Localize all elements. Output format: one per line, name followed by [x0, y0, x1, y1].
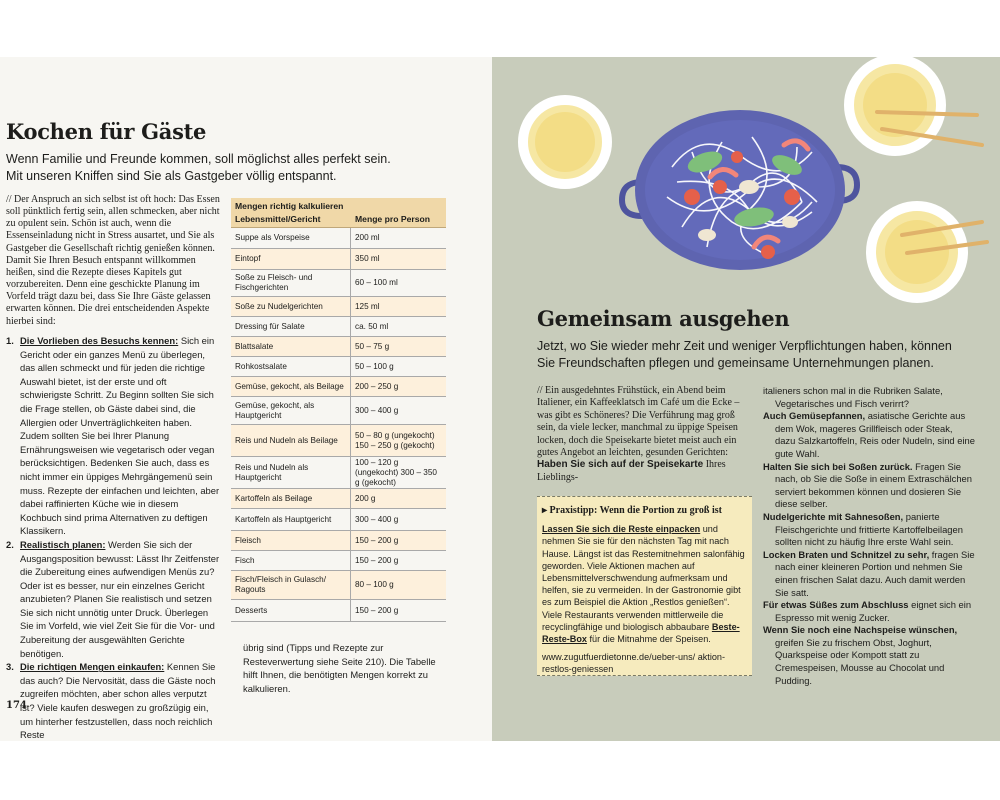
lead-text-left: Wenn Familie und Freunde kommen, soll möglichst alles perfekt sein. Mit unseren Kniffen sind Sie als Gastgeber völlig entspannt.: [6, 152, 391, 183]
continuation-text: übrig sind (Tipps und Rezepte zur Resteverwertung siehe Seite 210). Die Tabelle hilft Ihnen, die benötigten Mengen korrekt zu kalkulieren.: [243, 642, 436, 694]
column-header-food: Lebensmittel/Gericht: [235, 214, 321, 224]
table-row: Eintopf 350 ml: [231, 249, 446, 270]
list-item-text: Kennen Sie das auch? Die Nervosität, dass die Gäste noch zugreifen möchten, aber schon alles verputzt ist? Viele kaufen deswegen zu großzügig ein, um hinterher festzustellen, dass noch reichlich Reste: [20, 661, 216, 741]
list-item: 3. Die richtigen Mengen einkaufen: Kennen Sie das auch? Die Nervosität, dass die Gäste noch zugreifen möchten, aber schon alles verputzt ist? Viele kaufen deswegen zu großzügig ein, um hinterher festzustellen, dass noch reichlich Reste: [6, 661, 216, 741]
tip-paragraph: Für etwas Süßes zum Abschluss eignet sich ein Espresso mit wenig Zucker.: [763, 599, 972, 623]
table-row: Reis und Nudeln als Beilage 50 – 80 g (ungekocht) 150 – 250 g (gekocht): [231, 425, 446, 457]
tip-paragraph: Locken Braten und Schnitzel zu sehr, fragen Sie nach einer kleineren Portion und nehmen Sie einen frischen Salat dazu. Auch damit werden Sie satt.: [763, 548, 975, 598]
numbered-list: [6, 334, 220, 742]
table-row: Fleisch 150 – 200 g: [231, 531, 446, 551]
right-intro-after: Ihres Lieblings-: [537, 459, 726, 483]
table-row: Kartoffeln als Hauptgericht 300 – 400 g: [231, 509, 446, 531]
practice-tip-box: [537, 496, 752, 676]
lead-text-right: Jetzt, wo Sie wieder mehr Zeit und weniger Verpflichtungen haben, können Sie Freundschaften pflegen und gemeinsame Unternehmungen planen.: [537, 339, 952, 370]
tip-paragraph: Halten Sie sich bei Soßen zurück. Fragen Sie nach, ob Sie die Soße in einem Extraschälchen serviert bekommen können und dosieren Sie diese selber.: [763, 460, 972, 510]
tip-highlight-1: Lassen Sie sich die Reste einpacken: [542, 524, 701, 535]
page-title-left: Kochen für Gäste: [6, 119, 207, 144]
column-header-amount: Menge pro Person: [355, 214, 430, 224]
right-intro-bold: Haben Sie sich auf der Speisekarte: [537, 459, 704, 471]
table-row: Desserts 150 – 200 g: [231, 600, 446, 622]
page-number: 174: [6, 700, 27, 711]
table-row: Blattsalate 50 – 75 g: [231, 337, 446, 357]
page-title-right: Gemeinsam ausgehen: [537, 306, 790, 331]
table-caption: Mengen richtig kalkulieren: [235, 201, 344, 211]
table-row: Fisch/Fleisch in Gulasch/ Ragouts 80 – 100 g: [231, 571, 446, 600]
tip-paragraph: Nudelgerichte mit Sahnesoßen, panierte Fleischgerichte und frittierte Kartoffelbeilagen sollten nicht zu häufig Ihre erste Wahl sein.: [763, 510, 963, 548]
table-row: Dressing für Salate ca. 50 ml: [231, 317, 446, 337]
table-row: Fisch 150 – 200 g: [231, 551, 446, 571]
right-column-2: [763, 385, 975, 687]
list-item: 2. Realistisch planen: Werden Sie sich der Ausgangsposition bewusst: Lässt Ihr Zeitfenster die Zubereitung eines aufwendigen Menüs zu? Oder ist es besser, nur ein einzelnes Gericht anzubieten? Planen Sie realistisch und setzen Sie sich nicht unnötig unter Druck. Überlegen Sie im Vorfeld, wie viel Zeit Sie für die Vor- und Zubereitung der ausgewählten Gerichte benötigen.: [6, 538, 220, 659]
tip-paragraph: Wenn Sie noch eine Nachspeise wünschen, greifen Sie zu frischem Obst, Joghurt, Quarkspeise oder Kompott statt zu Cremespeisen, Mousse au Chocolat und Pudding.: [763, 624, 958, 686]
right-intro-text: // Ein ausgedehntes Frühstück, ein Abend beim Italiener, ein Kaffeeklatsch im Café um die Ecke – was gibt es Schöneres? Die Verführung mag groß sein, da viele lecker, manchmal zu üppige Speisen locken, doch die Speisekarte bietet meist auch ein gutes Angebot an leichten, gesunden Gerichten:: [537, 385, 740, 459]
right-column-1: [537, 385, 753, 484]
table-row: Soße zu Fleisch- und Fischgerichten 60 – 100 ml: [231, 270, 446, 297]
table-row: Kartoffeln als Beilage 200 g: [231, 489, 446, 509]
list-item: 1. Die Vorlieben des Besuchs kennen: Sich ein Gericht oder ein ganzes Menü zu überlegen, das allen schmeckt und für jeden die richtige Auswahl bietet, ist der erste und oft schwierigste Schritt. Zu Beginn sollten Sie sich die Frage stellen, ob Gäste dabei sind, die Allergien oder Unverträglichkeiten haben. Zudem sollten Sie bei Ihrer Planung Ernährungsweisen wie vegetarisch oder vegan berücksichtigen. Bedenken Sie auch, dass es nicht immer ein üppiges Mehrgängemenü sein muss. Rezepte der einfachen und leichten, aber dabei raffinierten Küche wie in diesem Kochbuch sind prima Alternativen zu deftigen Klassikern.: [6, 335, 220, 537]
table-row: Gemüse, gekocht, als Hauptgericht 300 – 400 g: [231, 397, 446, 425]
tip-body: Lassen Sie sich die Reste einpacken und nehmen Sie sie für den nächsten Tag mit nach Hause. Längst ist das Restemitnehmen salonfähig geworden. Viele Aktionen machen auf Lebensmittelverschwendung aufmerksam und helfen, sie zu vermeiden. In der Gastronomie gibt es zum Beispiel die Aktion „Restlos genießen“. Viele Restaurants verwenden mittlerweile die recyclingfähige und biologisch abbaubare Beste-Reste-Box für die Mitnahme der Speisen.: [542, 524, 745, 645]
tip-title: ▸ Praxistipp: Wenn die Portion zu groß ist: [542, 505, 722, 516]
table-row: Gemüse, gekocht, als Beilage 200 – 250 g: [231, 377, 446, 397]
tip-paragraph: italieners schon mal in die Rubriken Salate, Vegetarisches und Fisch verirrt?: [763, 385, 943, 409]
list-item-label: Realistisch planen:: [20, 538, 106, 550]
list-item-label: Die richtigen Mengen einkaufen:: [20, 661, 165, 673]
table-row: Soße zu Nudelgerichten 125 ml: [231, 297, 446, 317]
wok-illustration: [492, 57, 1000, 317]
table-row: Rohkostsalate 50 – 100 g: [231, 357, 446, 377]
table-row: Reis und Nudeln als Hauptgericht 100 – 120 g (ungekocht) 300 – 350 g (gekocht): [231, 457, 446, 489]
tip-url[interactable]: www.zugutfuerdietonne.de/ueber-uns/ aktion-restlos-geniessen: [542, 652, 725, 675]
tip-paragraph: Auch Gemüsepfannen, asiatische Gerichte aus dem Wok, mageres Grillfleisch oder Steak, dazu Salzkartoffeln, Reis oder Nudeln, sind eine gute Wahl.: [763, 410, 975, 459]
list-item-label: Die Vorlieben des Besuchs kennen:: [20, 335, 179, 346]
table-row: Suppe als Vorspeise 200 ml: [231, 228, 446, 249]
intro-text: // Der Anspruch an sich selbst ist oft hoch: Das Essen soll pünktlich fertig sein, allen schmecken, aber nicht zu opulent sein. Schön ist auch, wenn die Essenseinladung nicht in Stress ausartet, und Sie als Gastgeber die Gesellschaft richtig genießen können. Damit Sie Ihren Besuch entspannt willkommen heißen, sind die Rezepte dieses Kapitels gut vorzubereiten. Denn eine geschickte Planung im Vorfeld trägt dazu bei, dass Sie Ihre Gäste gelassen erwarten können. Die drei entscheidenden Aspekte hierbei sind:: [6, 194, 220, 327]
tip-highlight-2: Beste-Reste-Box: [542, 621, 740, 645]
list-item-text: Sich ein Gericht oder ein ganzes Menü zu überlegen, das allen schmeckt und für jeden die richtige Auswahl bietet, ist der erste und oft schwierigste Schritt. Zu Beginn sollten Sie sich die Frage stellen, ob Gäste dabei sind, die Allergien oder Unverträglichkeiten haben. Zudem sollten Sie bei Ihrer Planung Ernährungsweisen wie vegetarisch oder vegan berücksichtigen. Bedenken Sie auch, dass es nicht immer ein üppiges Mehrgängemenü sein muss. Rezepte der einfachen und leichten, aber dabei raffinierten Küche wie in diesem Kochbuch sind prima Alternativen zu deftigen Klassikern.: [20, 335, 220, 537]
list-item-text: Werden Sie sich der Ausgangsposition bewusst: Lässt Ihr Zeitfenster die Zubereitung eines aufwendigen Menüs zu? Oder ist es besser, nur ein einzelnes Gericht anzubieten? Planen Sie realistisch und setzen Sie sich nicht unnötig unter Druck. Überlegen Sie im Vorfeld, wie viel Zeit Sie für die Vor- und Zubereitung der ausgewählten Gerichte benötigen.: [20, 538, 220, 659]
quantity-table: [231, 198, 446, 622]
table-header: [231, 198, 446, 228]
